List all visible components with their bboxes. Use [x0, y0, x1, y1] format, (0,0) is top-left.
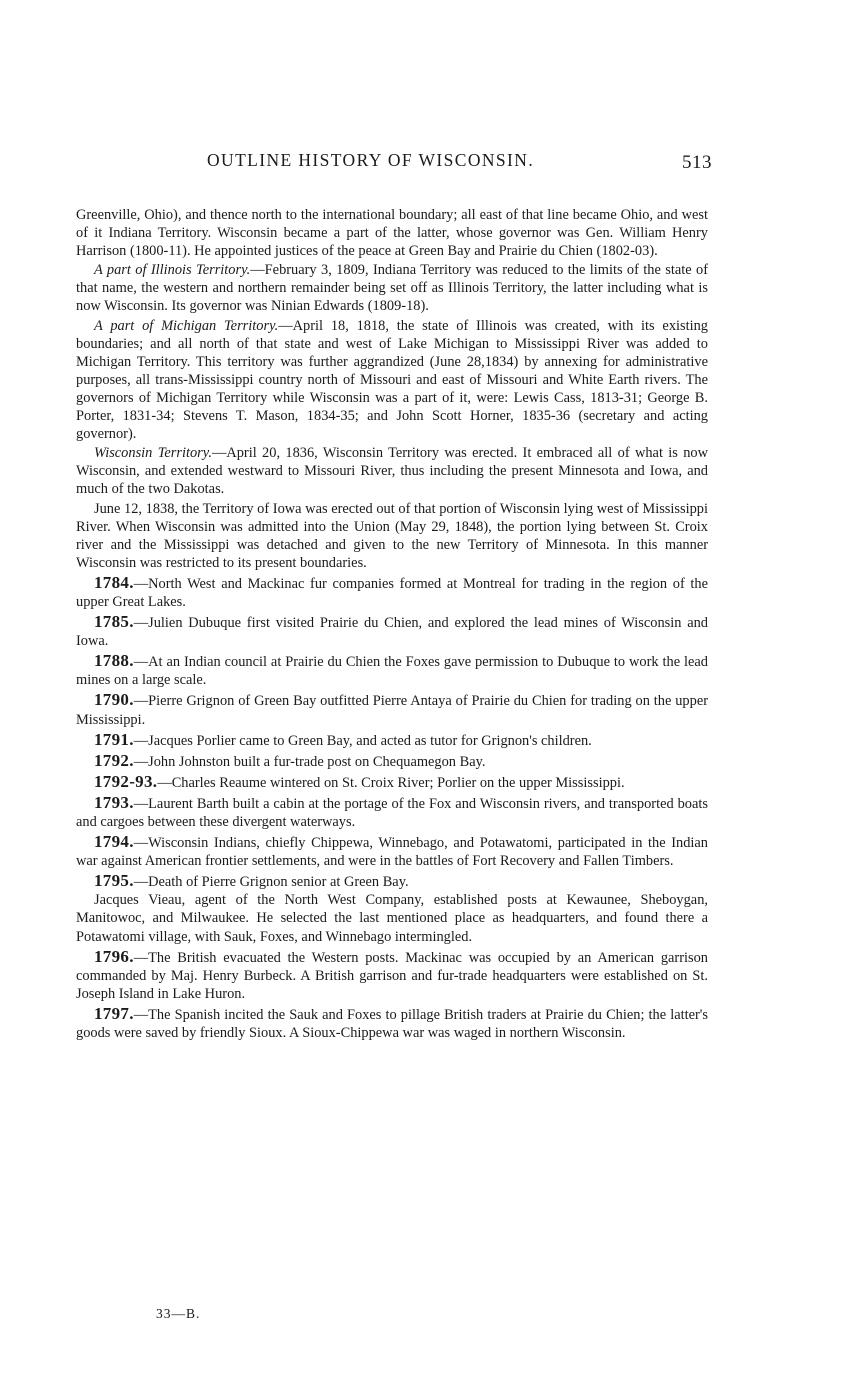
paragraph-iowa-territory: [76, 500, 708, 572]
chronology-entry: [76, 652, 708, 689]
entry-year: 1784.: [94, 572, 134, 592]
section-heading: A part of Michigan Territory.: [94, 317, 279, 334]
chronology-entry: [76, 794, 708, 831]
entry-text: Jacques Vieau, agent of the North West Company, established posts at Kewaunee, Sheboygan, Manitowoc, and Milwaukee. He selected the last mentioned place as headquarters, and found there a Potawatomi village, with Sauk, Foxes, and Winnebago intermingled.: [76, 892, 708, 945]
entry-text: —Death of Pierre Grignon senior at Green Bay.: [133, 874, 409, 891]
section-heading: A part of Illinois Territory.: [94, 262, 251, 279]
entry-text: —At an Indian council at Prairie du Chien the Foxes gave permission to Dubuque to work the lead mines on a large scale.: [76, 654, 708, 689]
paragraph-text: —April 20, 1836, Wisconsin Territory was erected. It embraced all of what is now Wisconsin, and extended westward to Missouri River, thus including the present Minnesota and Iowa, and much of the two Dakotas.: [76, 445, 708, 498]
entry-text: —Pierre Grignon of Green Bay outfitted Pierre Antaya of Prairie du Chien for trading on the upper Mississippi.: [76, 693, 708, 728]
entry-year: 1797.: [94, 1003, 134, 1023]
chronology-entry: [76, 833, 708, 870]
entry-year: 1791.: [94, 729, 134, 749]
running-head: [72, 150, 712, 178]
chronology-entry: [76, 613, 708, 650]
chronology-entry: [76, 574, 708, 611]
entry-text: —The Spanish incited the Sauk and Foxes to pillage British traders at Prairie du Chien; the latter's goods were saved by friendly Sioux. A Sioux-Chippewa war was waged in northern Wisconsin.: [76, 1006, 708, 1042]
entry-text: —The British evacuated the Western posts. Mackinac was occupied by an American garrison commanded by Maj. Henry Burbeck. A British garrison and fur-trade headquarters were established on St. Joseph Island in Lake Huron.: [76, 949, 708, 1002]
paragraph-text: —April 18, 1818, the state of Illinois was created, with its existing boundaries; and all north of that state and west of Lake Michigan to Mississippi River was added to Michigan Territory. This territory was further aggrandized (June 28,1834) by annexing for administrative purposes, all trans-Mississippi country north of Missouri and east of Missouri and White Earth rivers. The governors of Michigan Territory while Wisconsin was a part of it, were: Lewis Cass, 1813-31; George B. Porter, 1831-34; Stevens T. Mason, 1834-35; and John Scott Horner, 1835-36 (secretary and acting governor).: [76, 317, 709, 443]
entry-text: —Julien Dubuque first visited Prairie du Chien, and explored the lead mines of Wisconsin and Iowa.: [76, 615, 708, 650]
section-illinois-territory: [76, 261, 708, 315]
entry-text: —Laurent Barth built a cabin at the portage of the Fox and Wisconsin rivers, and transported boats and cargoes between these divergent waterways.: [76, 795, 708, 830]
entry-year: 1793.: [94, 792, 134, 812]
chronology-entry: [76, 731, 708, 750]
paragraph-continued: [76, 206, 708, 260]
chronology-entry: [76, 1005, 708, 1042]
entry-year: 1795.: [94, 871, 134, 891]
entry-text: —North West and Mackinac fur companies formed at Montreal for trading in the region of the upper Great Lakes.: [76, 575, 708, 610]
entry-year: 1792-93.: [94, 771, 158, 791]
entry-year: 1790.: [94, 690, 134, 710]
entry-year: 1788.: [94, 651, 134, 671]
body-text: [76, 206, 708, 1042]
entry-text: —Wisconsin Indians, chiefly Chippewa, Winnebago, and Potawatomi, participated in the Indian war against American frontier settlements, and were in the battles of Fort Recovery and Fallen Timbers.: [76, 835, 708, 870]
page-number: 513: [682, 152, 712, 173]
entry-year: 1785.: [94, 612, 134, 632]
paragraph-text: June 12, 1838, the Territory of Iowa was erected out of that portion of Wisconsin lying west of Mississippi River. When Wisconsin was admitted into the Union (May 29, 1848), the portion lying between St. Croix river and the Mississippi was detached and given to the new Territory of Minnesota. In this manner Wisconsin was restricted to its present boundaries.: [76, 500, 708, 571]
section-michigan-territory: [76, 317, 708, 444]
entry-text: —Jacques Porlier came to Green Bay, and acted as tutor for Grignon's children.: [133, 732, 592, 749]
section-heading: Wisconsin Territory.: [94, 445, 212, 462]
chronology-entry: [76, 691, 708, 728]
entry-text: —Charles Reaume wintered on St. Croix River; Porlier on the upper Mississippi.: [157, 774, 625, 791]
entry-year: 1794.: [94, 832, 134, 852]
chronology-entry-continuation: [76, 891, 708, 945]
entry-year: 1792.: [94, 750, 134, 770]
running-title: OUTLINE HISTORY OF WISCONSIN.: [207, 150, 535, 170]
signature-mark: 33—B.: [156, 1306, 201, 1321]
section-wisconsin-territory: [76, 444, 708, 498]
paragraph-text: Greenville, Ohio), and thence north to the international boundary; all east of that line became Ohio, and west of it Indiana Territory. Wisconsin became a part of the latter, whose governor was Gen. William Henry Harrison (1800-11). He appointed justices of the peace at Green Bay and Prairie du Chien (1802-03).: [76, 207, 708, 260]
entry-text: —John Johnston built a fur-trade post on Chequamegon Bay.: [133, 753, 486, 770]
paragraph-text: —February 3, 1809, Indiana Territory was reduced to the limits of the state of that name, the western and northern remainder being set off as Illinois Territory, the latter including what is now Wisconsin. Its governor was Ninian Edwards (1809-18).: [76, 262, 708, 315]
chronology-entry: [76, 752, 708, 771]
entry-year: 1796.: [94, 946, 134, 966]
chronology-entry: [76, 948, 708, 1003]
chronology-entry: [76, 773, 708, 792]
chronology-entry: [76, 872, 708, 891]
